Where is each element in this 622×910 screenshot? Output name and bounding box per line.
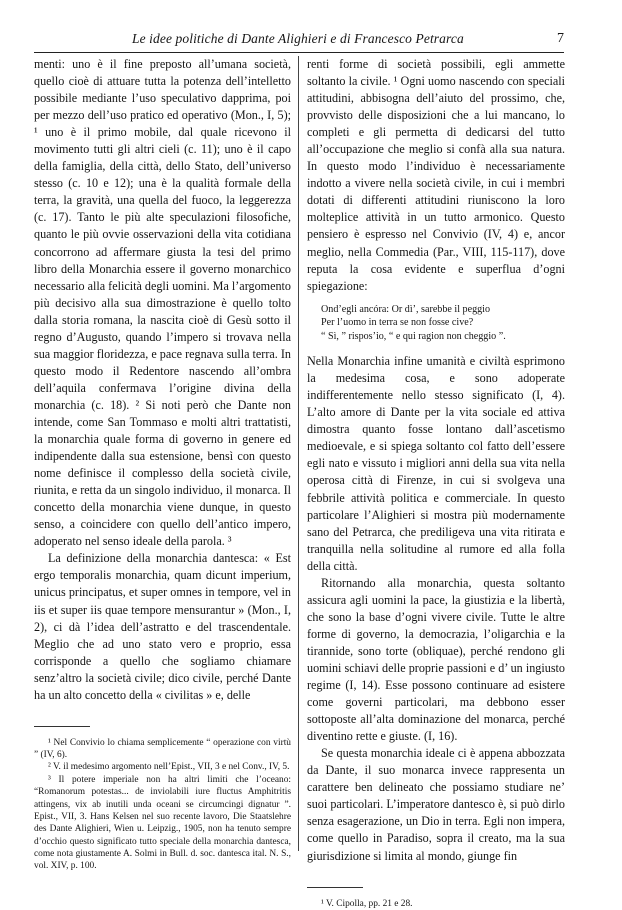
footnote-2: ² V. il medesimo argomento nell’Epist., VII, 3 e nel Conv., IV, 5. bbox=[48, 762, 290, 773]
quote-line-3: “ Sì, ” rispos’io, “ e qui ragion non cheggio ”. bbox=[321, 330, 506, 342]
right-paragraph-1: renti forme di società possibili, egli ammette soltanto la civile. ¹ Ogni uomo nascendo con speciali attitudini, abbisogna dell’aiuto del prossimo, che, provvisto delle disposizioni che a lui mancano, lo completi e gli permetta di dedicarsi del tutto all’occupazione che meglio si confà alla sua natura. In questo modo l’individuo è necessariamente indotto a vivere nella società civile, in cui i membri dotati di differenti attitudini riuniscono la loro molteplice attività in un tutto armonico. Questo pensiero è espresso nel Convivio (IV, 4) e, ancor meglio, nella Commedia (Par., VIII, 115-117), dove reputa la cosa evidente e superflua d’ogni spiegazione: bbox=[307, 57, 565, 293]
right-footnotes bbox=[307, 898, 565, 910]
footnote-3: ³ Il potere imperiale non ha altri limiti che l’oceano: “Romanorum potestas... de inviolabili iure fluctus Amphitritis attingens, vix ab inutili unda oceani se circumcingi dignatur ”. Epist., VII, 3. Hans Kelsen nel suo recente lavoro, Die Staatslehre des Dante Alighieri, Wien u. Leipzig., 1905, non ha tenuto sempre d’occhio questo significato tutto speciale della monarchia dantesca, come nota giustamente A. Solmi in Bull. d. soc. dantesca ital. N. S., vol. XIV, p. 100. bbox=[34, 774, 291, 872]
quote-line-2: Per l’uomo in terra se non fosse cive? bbox=[321, 317, 474, 329]
right-paragraph-4: Se questa monarchia ideale ci è appena abbozzata da Dante, il suo monarca invece rappresenta un carattere ben delineato che possiamo studiare ne’ suoi particolari. L’imperatore dantesco è, si può dirlo senza esagerazione, un Dio in terra. Egli non impera, come quello in Paradiso, sopra il creato, ma la sua giurisdizione si limita al mondo, giunge fin bbox=[307, 746, 565, 863]
running-title: Le idee politiche di Dante Alighieri e di Francesco Petrarca bbox=[132, 31, 464, 46]
header-rule bbox=[34, 52, 564, 53]
footnote-rule bbox=[34, 726, 90, 727]
quote-line-1: Ond’egli ancóra: Or dì’, sarebbe il peggio bbox=[321, 303, 491, 315]
page-number: 7 bbox=[557, 31, 564, 46]
left-column bbox=[34, 56, 291, 873]
left-footnotes bbox=[34, 737, 291, 873]
right-column bbox=[307, 56, 565, 910]
page-header bbox=[34, 31, 564, 49]
right-paragraph-3: Ritornando alla monarchia, questa soltanto assicura agli uomini la pace, la giustizia e la libertà, che sono la base d’ogni vivere civile. Tutte le altre forme di governo, la democrazia, l’oligarchia e la tirannide, sono torte (obliquae), perché rendono gli uomini schiavi delle proprie passioni e d’ un ingiusto regime (I, 14). Esse possono continuare ad esistere come governi particolari, ma debbono esser sottoposte all’alta dominazione del monarca, perché diventino rette e giuste. (I, 16). bbox=[307, 575, 565, 744]
dante-quotation bbox=[321, 303, 565, 344]
left-paragraph-2: La definizione della monarchia dantesca: « Est ergo temporalis monarchia, quam dicunt imperium, unicus principatus, et super omnes in tempore, vel in iis et super iis quae tempore mensurantur » (Mon., I, 2), ci dà l’idea dell’astratto e del trascendentale. Meglio che ad uno stato vero e proprio, essa corrisponde a quello che sogliamo chiamare senz’altro la società civile; dico civile, perché Dante ha un alto concetto della « civilitas » e, delle bbox=[34, 551, 291, 702]
footnote-1: ¹ V. Cipolla, pp. 21 e 28. bbox=[321, 898, 413, 909]
footnote-rule bbox=[307, 887, 363, 888]
column-divider bbox=[298, 56, 299, 851]
right-paragraph-2: Nella Monarchia infine umanità e civiltà esprimono la medesima cosa, e sono adoperate indifferentemente nello stesso significato (I, 4). L’alto amore di Dante per la vita sociale ed attiva dimostra quanto fosse lontano dall’ascetismo medioevale, e si spiega soltanto col fatto dell’essere egli nato e vissuto i migliori anni della sua vita nella operosa città di Firenze, in cui si svolgeva una febbrile attività politica e commerciale. In questo particolare l’Alighieri si mostra più modernamente sano del Petrarca, che prediligeva una vita ritirata e tranquilla nella solitudine al rumore ed alla folla della città. bbox=[307, 354, 565, 573]
footnote-1: ¹ Nel Convivio lo chiama semplicemente “ operazione con virtù ” (IV, 6). bbox=[34, 737, 291, 761]
left-paragraph-1: menti: uno è il fine preposto all’umana società, quello cioè di attuare tutta la potenza dell’intelletto possibile mediante l’uso speculativo dapprima, poi per mezzo dell’uso pratico ed operativo (Mon., I, 5); ¹ uno è il primo mobile, dal quale ricevono il movimento tutti gli altri cieli (c. 11); uno è il capo della famiglia, della città, dello Stato, dell’universo stesso (c. 10 e 12); una è la qualità formale della terra, la gravità, una quella del fuoco, la leggerezza (c. 17). Tanto le più alte speculazioni filosofiche, quanto le più ovvie osservazioni della vita cotidiana concorrono ad affermare giusta la tesi del primo libro della Monarchia essere il governo monarchico necessario alla felicità degli uomini. Ma l’argomento più decisivo alla sua dimostrazione è quello tolto dalla storia romana, la nascita cioè di Gesù sotto il regno d’Augusto, quando l’impero si trovava nella sua maggior floridezza, e pace regnava sulla terra. In questo modo il Redentore nascendo all’ombra dell’aquila confermava l’origine divina della monarchia (c. 18). ² Si noti però che Dante non intende, come San Tommaso e molti altri trattatisti, la monarchia quale forma di governo in genere ed indipendente dalla sua estensione, bensì con questo nome definisce il complesso della società civile, riunita, e retta da un singolo individuo, il monarca. Il concetto della monarchia viene dunque, in questo senso, a coincidere con quello dell’antico impero, adoperato nel senso ideale della parola. ³ bbox=[34, 57, 292, 549]
